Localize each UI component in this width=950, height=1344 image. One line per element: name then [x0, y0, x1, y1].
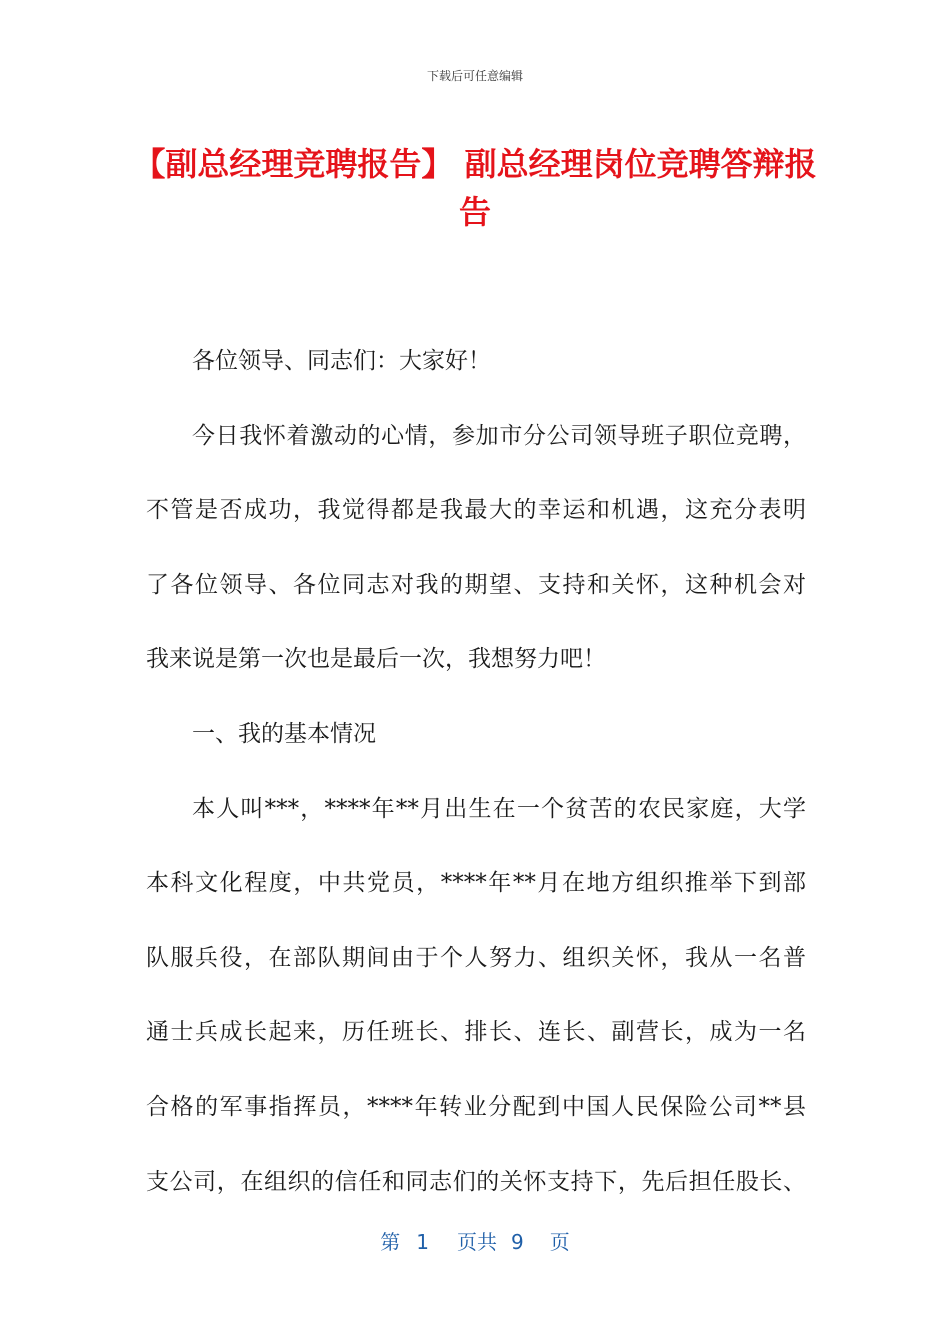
paragraph-line: 我来说是第一次也是最后一次，我想努力吧！	[146, 646, 606, 673]
paragraph-line: 不管是否成功，我觉得都是我最大的幸运和机遇，这充分表明	[146, 497, 806, 524]
paragraph-line: 本科文化程度，中共党员，****年**月在地方组织推举下到部	[146, 870, 806, 897]
paragraph-line: 今日我怀着激动的心情，参加市分公司领导班子职位竞聘，	[192, 422, 806, 449]
page-total: 9	[511, 1230, 524, 1254]
header-note: 下载后可任意编辑	[426, 69, 523, 83]
document-body	[146, 324, 806, 1219]
footer-middle: 页共	[457, 1230, 497, 1254]
paragraph-line: 通士兵成长起来，历任班长、排长、连长、副营长，成为一名	[146, 1019, 806, 1046]
paragraph-line: 了各位领导、各位同志对我的期望、支持和关怀，这种机会对	[146, 571, 806, 598]
paragraph-line: 队服兵役，在部队期间由于个人努力、组织关怀，我从一名普	[146, 944, 806, 971]
paragraph-line: 本人叫***，****年**月出生在一个贫苦的农民家庭，大学	[192, 795, 806, 822]
footer-suffix: 页	[549, 1230, 570, 1254]
paragraph-line: 各位领导、同志们：大家好！	[192, 348, 491, 374]
page-footer	[0, 1226, 950, 1255]
paragraph-line: 合格的军事指挥员，****年转业分配到中国人民保险公司**县	[146, 1093, 806, 1120]
page-number: 1	[416, 1230, 429, 1254]
footer-prefix: 第	[380, 1230, 401, 1254]
paragraph-line: 支公司，在组织的信任和同志们的关怀支持下，先后担任股长、	[146, 1168, 806, 1195]
document-title: 【副总经理竞聘报告】 副总经理岗位竞聘答辩报告	[133, 145, 817, 231]
section-heading: 一、我的基本情况	[192, 720, 376, 747]
